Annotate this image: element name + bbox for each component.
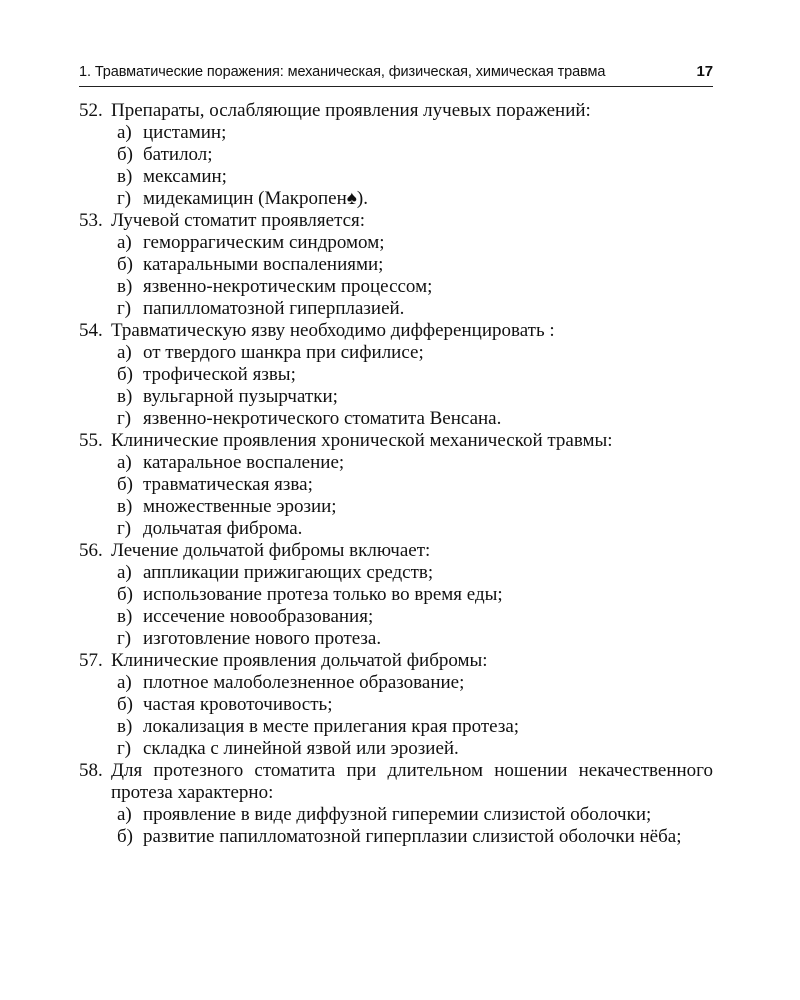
answer-option [79, 628, 713, 650]
answer-letter: б) [117, 694, 133, 715]
answer-text: цистамин; [143, 122, 227, 143]
answer-text: мидекамицин (Макропен♠). [143, 188, 368, 209]
answer-text: изготовление нового протеза. [143, 628, 382, 649]
answer-letter: г) [117, 738, 132, 759]
answer-letter: в) [117, 496, 133, 517]
question-text: Для протезного стоматита при длительном ношении некачественного протеза характерно: [111, 760, 713, 803]
answer-letter: г) [117, 408, 132, 429]
answer-letter: г) [117, 518, 132, 539]
answer-option [79, 496, 713, 518]
question-stem [79, 430, 713, 452]
question-list [79, 100, 713, 848]
question-stem [79, 100, 713, 122]
question-number: 57. [79, 650, 103, 671]
answer-text: катаральное воспаление; [143, 452, 345, 473]
answer-list [79, 452, 713, 540]
answer-text: мексамин; [143, 166, 227, 187]
answer-option [79, 386, 713, 408]
answer-letter: б) [117, 826, 133, 847]
answer-option [79, 254, 713, 276]
question-stem [79, 650, 713, 672]
question-number: 56. [79, 540, 103, 561]
answer-text: катаральными воспалениями; [143, 254, 384, 275]
question-stem [79, 540, 713, 562]
answer-text: множественные эрозии; [143, 496, 337, 517]
question-item [79, 210, 713, 320]
answer-letter: а) [117, 342, 132, 363]
question-item [79, 100, 713, 210]
answer-option [79, 276, 713, 298]
page-number: 17 [696, 63, 713, 80]
answer-option [79, 584, 713, 606]
answer-text: плотное малоболезненное образование; [143, 672, 465, 693]
answer-letter: а) [117, 562, 132, 583]
answer-option [79, 606, 713, 628]
answer-letter: а) [117, 804, 132, 825]
answer-text: иссечение новообразования; [143, 606, 374, 627]
question-stem [79, 210, 713, 232]
answer-letter: а) [117, 452, 132, 473]
answer-option [79, 122, 713, 144]
question-number: 53. [79, 210, 103, 231]
answer-text: аппликации прижигающих средств; [143, 562, 434, 583]
answer-option [79, 672, 713, 694]
answer-letter: б) [117, 474, 133, 495]
chapter-title: 1. Травматические поражения: механическая, физическая, химическая травма [79, 64, 606, 80]
question-text: Лучевой стоматит проявляется: [111, 210, 366, 231]
answer-text: от твердого шанкра при сифилисе; [143, 342, 424, 363]
answer-text: локализация в месте прилегания края протеза; [143, 716, 520, 737]
answer-list [79, 672, 713, 760]
question-text: Препараты, ослабляющие проявления лучевых поражений: [111, 100, 591, 121]
answer-letter: г) [117, 298, 132, 319]
answer-option [79, 474, 713, 496]
question-item [79, 650, 713, 760]
answer-letter: в) [117, 386, 133, 407]
answer-option [79, 408, 713, 430]
answer-text: геморрагическим синдромом; [143, 232, 385, 253]
question-number: 52. [79, 100, 103, 121]
question-number: 54. [79, 320, 103, 341]
answer-option [79, 518, 713, 540]
answer-option [79, 452, 713, 474]
answer-list [79, 232, 713, 320]
answer-list [79, 122, 713, 210]
answer-letter: а) [117, 122, 132, 143]
answer-text: травматическая язва; [143, 474, 313, 495]
answer-letter: г) [117, 188, 132, 209]
answer-text: дольчатая фиброма. [143, 518, 303, 539]
answer-option [79, 804, 713, 826]
answer-list [79, 342, 713, 430]
answer-text: складка с линейной язвой или эрозией. [143, 738, 459, 759]
answer-option [79, 738, 713, 760]
question-stem [79, 320, 713, 342]
answer-option [79, 364, 713, 386]
answer-list [79, 804, 713, 848]
question-text: Травматическую язву необходимо дифференцировать : [111, 320, 555, 341]
answer-text: язвенно-некротического стоматита Венсана. [143, 408, 502, 429]
running-header [79, 62, 713, 87]
answer-letter: б) [117, 364, 133, 385]
answer-option [79, 144, 713, 166]
answer-option [79, 298, 713, 320]
answer-letter: в) [117, 276, 133, 297]
answer-option [79, 562, 713, 584]
question-number: 58. [79, 760, 103, 781]
answer-option [79, 694, 713, 716]
answer-letter: в) [117, 606, 133, 627]
question-item [79, 320, 713, 430]
answer-text: язвенно-некротическим процессом; [143, 276, 433, 297]
answer-option [79, 232, 713, 254]
answer-list [79, 562, 713, 650]
answer-text: частая кровоточивость; [143, 694, 333, 715]
question-number: 55. [79, 430, 103, 451]
answer-letter: в) [117, 716, 133, 737]
question-item [79, 430, 713, 540]
question-text: Лечение дольчатой фибромы включает: [111, 540, 431, 561]
answer-text: проявление в виде диффузной гиперемии слизистой оболочки; [143, 804, 652, 825]
answer-option [79, 342, 713, 364]
answer-text: трофической язвы; [143, 364, 296, 385]
answer-letter: б) [117, 254, 133, 275]
question-item [79, 540, 713, 650]
question-stem [79, 760, 713, 804]
answer-text: развитие папилломатозной гиперплазии слизистой оболочки нёба; [143, 826, 682, 847]
answer-letter: б) [117, 584, 133, 605]
answer-text: вульгарной пузырчатки; [143, 386, 338, 407]
answer-letter: а) [117, 232, 132, 253]
question-text: Клинические проявления дольчатой фибромы: [111, 650, 488, 671]
answer-text: батилол; [143, 144, 213, 165]
question-item [79, 760, 713, 848]
answer-text: использование протеза только во время еды; [143, 584, 503, 605]
answer-option [79, 716, 713, 738]
answer-option [79, 166, 713, 188]
answer-letter: г) [117, 628, 132, 649]
answer-text: папилломатозной гиперплазией. [143, 298, 405, 319]
answer-option [79, 826, 713, 848]
answer-letter: а) [117, 672, 132, 693]
answer-letter: б) [117, 144, 133, 165]
answer-option [79, 188, 713, 210]
answer-letter: в) [117, 166, 133, 187]
question-text: Клинические проявления хронической механической травмы: [111, 430, 613, 451]
